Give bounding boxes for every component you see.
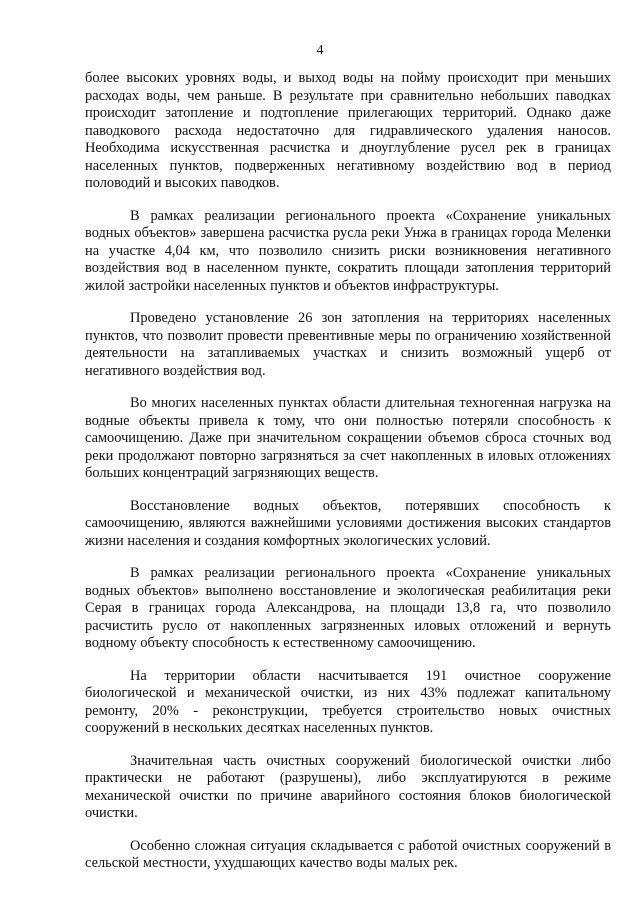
paragraph-9: Особенно сложная ситуация складывается с работой очистных сооружений в сельской местности, ухудшающих качество воды малых рек.	[85, 837, 611, 871]
paragraph-1: более высоких уровнях воды, и выход воды на пойму происходит при меньших расходах воды, чем раньше. В результате при сравнительно небольших паводках происходит затопление и подтопление прилегающих территорий. Однако даже паводкового расхода недостаточно для гидравлического удаления наносов. Необходима искусственная расчистка и дноуглубление русел рек в границах населенных пунктов, подверженных негативному воздействию вод в период половодий и высоких паводков.	[85, 70, 611, 191]
paragraph-6: В рамках реализации регионального проекта «Сохранение уникальных водных объектов» выполнено восстановление и экологическая реабилитация реки Серая в границах города Александрова, на площади 13,8 га, что позволило расчистить русло от накопленных загрязненных иловых отложений и вернуть водному объекту способность к естественному самоочищению.	[85, 565, 611, 651]
page-number: 4	[316, 43, 324, 58]
paragraph-5: Восстановление водных объектов, потерявших способность к самоочищению, являются важнейшими условиями достижения высоких стандартов жизни населения и создания комфортных экологических условий.	[85, 497, 611, 549]
paragraph-7: На территории области насчитывается 191 очистное сооружение биологической и механической очистки, из них 43% подлежат капитальному ремонту, 20% - реконструкции, требуется строительство новых очистных сооружений в нескольких десятках населенных пунктов.	[85, 667, 611, 736]
document-body	[85, 70, 611, 888]
paragraph-3: Проведено установление 26 зон затопления на территориях населенных пунктов, что позволит провести превентивные меры по ограничению хозяйственной деятельности на затапливаемых участках и снизить возможный ущерб от негативного воздействия вод.	[85, 310, 611, 379]
paragraph-4: Во многих населенных пунктах области длительная техногенная нагрузка на водные объекты привела к тому, что они полностью потеряли способность к самоочищению. Даже при значительном сокращении объемов сброса сточных вод реки продолжают повторно загрязняться за счет накопленных в иловых отложениях больших концентраций загрязняющих веществ.	[85, 395, 611, 481]
paragraph-8: Значительная часть очистных сооружений биологической очистки либо практически не работают (разрушены), либо эксплуатируются в режиме механической очистки по причине аварийного состояния блоков биологической очистки.	[85, 752, 611, 821]
paragraph-2: В рамках реализации регионального проекта «Сохранение уникальных водных объектов» завершена расчистка русла реки Унжа в границах города Меленки на участке 4,04 км, что позволило снизить риски возникновения негативного воздействия вод в населенном пункте, сократить площади затопления территорий жилой застройки населенных пунктов и объектов инфраструктуры.	[85, 207, 611, 294]
